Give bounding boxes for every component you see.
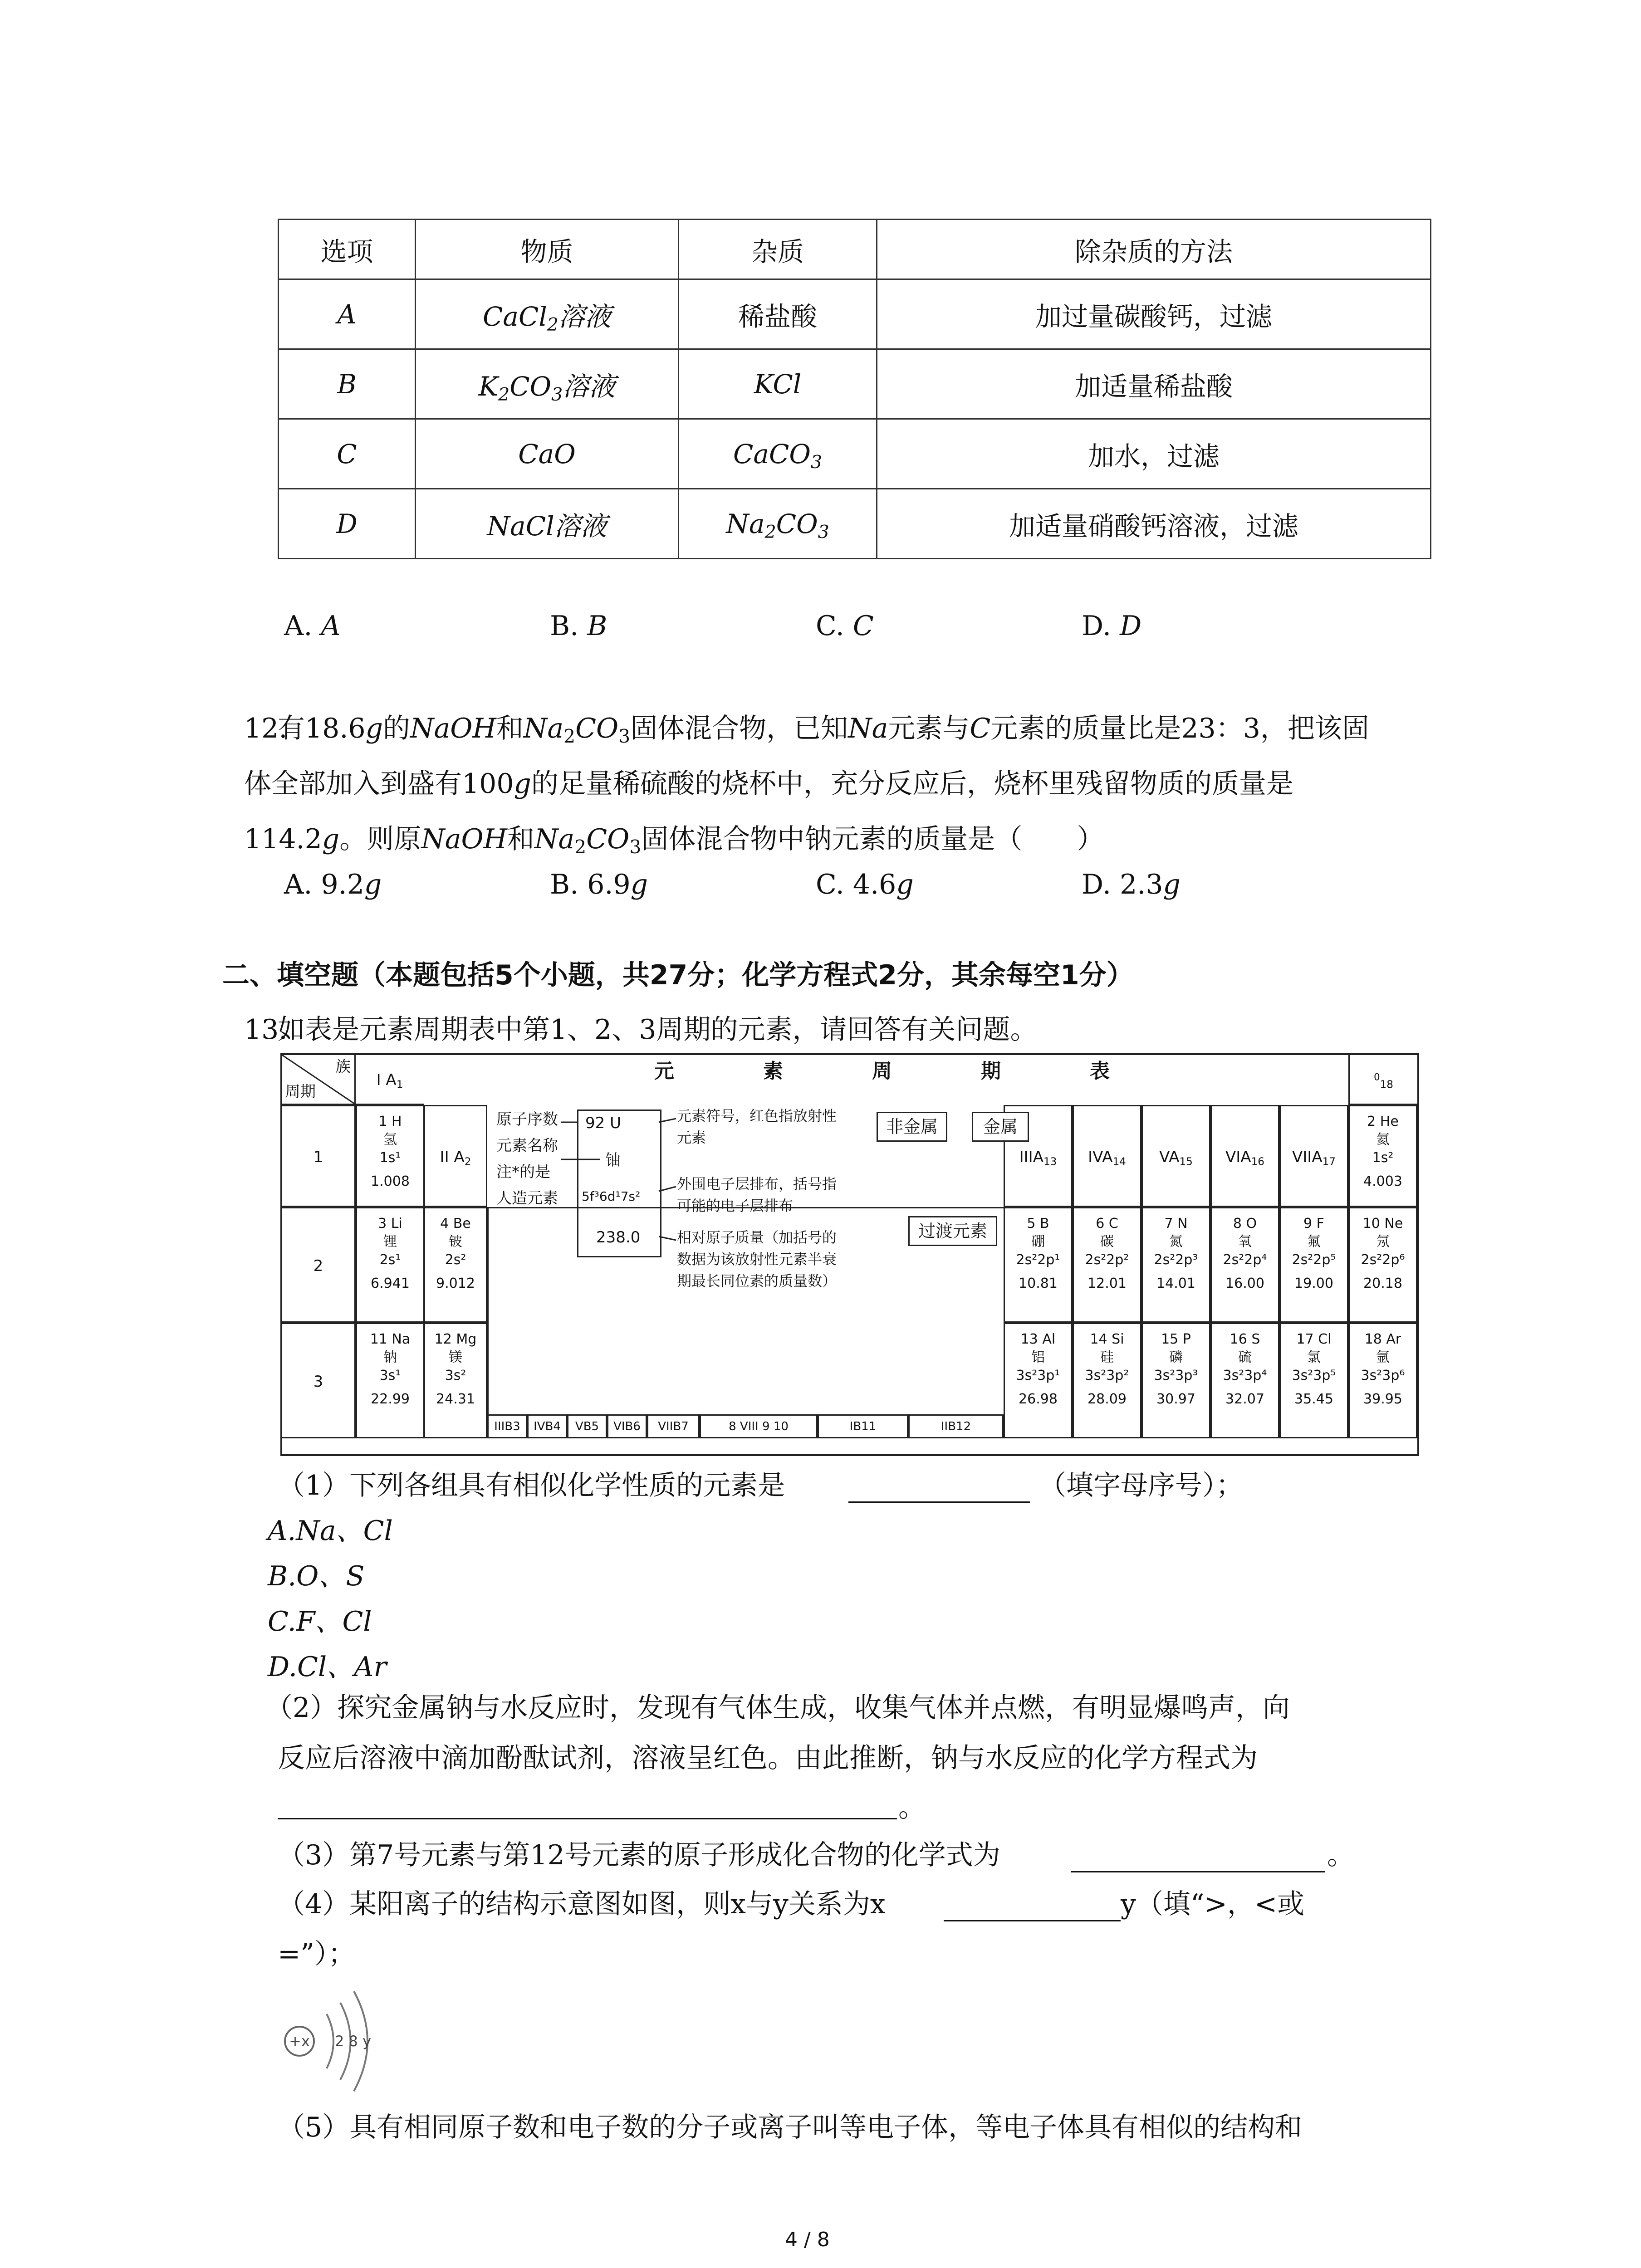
electron-config: 1s²	[1372, 1150, 1394, 1166]
legend-example-number: 92 U	[585, 1114, 621, 1132]
table-row	[279, 279, 1431, 349]
choice-value: 9.2g	[321, 869, 382, 900]
element-name: 钠	[383, 1349, 397, 1365]
q13-part2-line1: （2）探究金属钠与水反应时，发现有气体生成，收集气体并点燃，有明显爆鸣声，向	[265, 1692, 1290, 1724]
bottom-group-label: 8 VIII 9 10	[700, 1414, 818, 1438]
legend-note-config: 可能的电子层排布	[677, 1197, 794, 1214]
q11-choice[interactable]	[550, 603, 607, 649]
electron-config: 2s¹	[379, 1252, 401, 1268]
choice-label: B.	[550, 869, 579, 900]
choice-value: B	[587, 610, 607, 642]
element-symbol: 18 Ar	[1364, 1331, 1401, 1347]
element-symbol: 5 B	[1027, 1216, 1049, 1232]
choice-label: B.	[550, 610, 579, 642]
table-header-row	[279, 220, 1431, 279]
option-cell: A	[279, 279, 416, 349]
substance-cell: CaO	[416, 419, 679, 489]
electron-config: 3s²3p⁶	[1361, 1368, 1405, 1383]
legend-note-mass: 相对原子质量（加括号的	[677, 1229, 837, 1246]
element-symbol: 10 Ne	[1362, 1216, 1403, 1232]
period-label: 1	[282, 1105, 356, 1207]
element-symbol: 12 Mg	[434, 1331, 477, 1347]
q12-number: 12.	[244, 713, 288, 744]
element-symbol: 6 C	[1096, 1216, 1118, 1232]
q12-line2: 体全部加入到盛有100g的足量稀硫酸的烧杯中，充分反应后，烧杯里残留物质的质量是	[244, 768, 1293, 800]
q12-choice[interactable]	[816, 862, 914, 907]
element-cell	[356, 1323, 425, 1438]
group-header: $VIA_{16}$	[1210, 1105, 1279, 1207]
element-name: 铝	[1031, 1349, 1045, 1365]
q13-stem: 如表是元素周期表中第1、2、3周期的元素，请回答有关问题。	[278, 1014, 1038, 1046]
atomic-mass: 12.01	[1087, 1276, 1127, 1291]
nucleus-label: +x	[289, 2033, 310, 2050]
element-symbol: 17 Cl	[1296, 1331, 1332, 1347]
impurity-cell: CaCO$_3$	[679, 419, 877, 489]
period-label: 2	[282, 1207, 356, 1323]
q13-part4-tail: y（填“>，<或	[1121, 1888, 1305, 1920]
element-cell	[1348, 1323, 1417, 1438]
element-cell	[1073, 1323, 1141, 1438]
atomic-mass: 4.003	[1363, 1173, 1402, 1189]
impurity-table	[278, 219, 1431, 559]
choice-label: A.	[284, 869, 313, 900]
group-IIA-header: II $A_2$	[424, 1105, 487, 1207]
element-symbol: 3 Li	[378, 1216, 402, 1232]
impurity-cell: $Na_2CO_3$	[679, 489, 877, 559]
q13-option: B.O、S	[268, 1560, 365, 1592]
method-cell: 加水，过滤	[877, 419, 1431, 489]
element-cell	[1210, 1207, 1279, 1323]
choice-value: A	[321, 610, 341, 642]
atomic-mass: 6.941	[371, 1276, 410, 1291]
electron-config: 3s²3p²	[1085, 1368, 1129, 1383]
electron-config: 2s²2p³	[1154, 1252, 1198, 1268]
atomic-mass: 39.95	[1363, 1391, 1402, 1407]
element-symbol: 8 O	[1233, 1216, 1257, 1232]
option-cell: C	[279, 419, 416, 489]
legend-example-name: 铀	[605, 1151, 621, 1169]
element-symbol: 4 Be	[440, 1216, 471, 1232]
q12-choice[interactable]	[284, 862, 382, 907]
element-name: 硼	[1031, 1234, 1045, 1250]
atomic-mass: 14.01	[1156, 1276, 1195, 1291]
q13-part3-end: 。	[1327, 1839, 1354, 1871]
choice-value: D	[1120, 610, 1142, 642]
bottom-group-label: VB5	[567, 1414, 607, 1438]
atomic-mass: 28.09	[1087, 1391, 1127, 1407]
element-cell	[1141, 1207, 1210, 1323]
legend-note-config: 外围电子层排布，括号指	[677, 1175, 837, 1193]
bottom-group-label: IIB12	[908, 1414, 1004, 1438]
title-char: 表	[1090, 1060, 1110, 1083]
electron-config: 1s¹	[379, 1150, 401, 1166]
group-header: $IVA_{14}$	[1073, 1105, 1141, 1207]
table-header-cell: 物质	[416, 220, 679, 279]
q11-choice[interactable]	[1082, 603, 1141, 649]
element-name: 氢	[383, 1132, 397, 1148]
method-cell: 加适量稀盐酸	[877, 349, 1431, 419]
legend-left-line: 人造元素	[496, 1189, 558, 1207]
answer-blank-1[interactable]	[848, 1501, 1030, 1503]
title-char: 周	[872, 1060, 892, 1083]
table-header-cell: 选项	[279, 220, 416, 279]
element-name: 氦	[1376, 1132, 1390, 1148]
bottom-group-label: IVB4	[527, 1414, 567, 1438]
answer-blank-4[interactable]	[944, 1920, 1121, 1921]
element-name: 氩	[1376, 1349, 1390, 1365]
choice-value: 2.3g	[1120, 869, 1181, 900]
electron-config: 3s²3p¹	[1016, 1368, 1060, 1383]
q12-choice[interactable]	[1082, 862, 1181, 907]
element-name: 铍	[449, 1234, 462, 1250]
atomic-mass: 19.00	[1294, 1276, 1333, 1291]
substance-cell: NaCl溶液	[416, 489, 679, 559]
atomic-mass: 9.012	[436, 1276, 475, 1291]
element-symbol: 1 H	[378, 1114, 402, 1129]
table-row	[279, 349, 1431, 419]
atomic-mass: 32.07	[1225, 1391, 1264, 1407]
corner-period-label: 周期	[285, 1083, 316, 1101]
legend-note-symbol: 元素	[677, 1129, 706, 1146]
choice-label: C.	[816, 610, 844, 642]
element-name: 硫	[1238, 1349, 1252, 1365]
q12-line3: 114.2g。则原NaOH和$Na_2CO_3$固体混合物中钠元素的质量是（ ）	[244, 823, 1104, 858]
q13-number: 13.	[244, 1014, 288, 1046]
atomic-mass: 22.99	[371, 1391, 410, 1407]
element-symbol: 11 Na	[370, 1331, 411, 1347]
element-name: 镁	[449, 1349, 462, 1365]
q13-part2-end: 。	[898, 1792, 926, 1823]
q13-option: D.Cl、Ar	[268, 1651, 387, 1683]
electron-config: 2s²2p⁵	[1292, 1252, 1336, 1268]
q13-part5-text: （5）具有相同原子数和电子数的分子或离子叫等电子体，等电子体具有相似的结构和	[278, 2112, 1303, 2143]
electron-config: 3s²	[445, 1368, 466, 1383]
element-name: 磷	[1169, 1349, 1183, 1365]
ion-structure-diagram	[272, 1982, 390, 2100]
choice-label: C.	[816, 869, 844, 900]
electron-config: 3s²3p⁴	[1223, 1368, 1267, 1383]
electron-config: 2s²	[445, 1252, 466, 1268]
element-symbol: 16 S	[1230, 1331, 1260, 1347]
title-char: 期	[981, 1060, 1001, 1083]
table-header-cell: 除杂质的方法	[877, 220, 1431, 279]
electron-config: 3s²3p⁵	[1292, 1368, 1336, 1383]
element-cell	[1004, 1207, 1073, 1323]
legend-left-line: 注*的是	[496, 1163, 550, 1181]
element-name: 锂	[383, 1234, 397, 1250]
legend-nonmetal-box: 非金属	[877, 1112, 947, 1142]
q13-part4-line2: =”）；	[278, 1938, 355, 1970]
element-cell	[1279, 1323, 1348, 1438]
element-symbol: 7 N	[1164, 1216, 1188, 1232]
electron-config: 2s²2p⁴	[1223, 1252, 1267, 1268]
element-cell	[1279, 1207, 1348, 1323]
page-number: 4 / 8	[785, 2228, 830, 2251]
element-name: 硅	[1100, 1349, 1114, 1365]
title-char: 元	[654, 1060, 674, 1083]
legend-note-symbol: 元素符号，红色指放射性	[677, 1107, 837, 1124]
option-cell: D	[279, 489, 416, 559]
electron-config: 3s²3p³	[1154, 1368, 1198, 1383]
option-cell: B	[279, 349, 416, 419]
method-cell: 加适量硝酸钙溶液，过滤	[877, 489, 1431, 559]
choice-value: C	[852, 610, 874, 642]
period-label: 3	[282, 1323, 356, 1438]
q13-part1-text: （1）下列各组具有相似化学性质的元素是	[278, 1470, 785, 1501]
transition-area-frame	[487, 1207, 1004, 1414]
element-name: 氮	[1169, 1234, 1183, 1250]
shell-arc-1	[327, 2014, 333, 2068]
group-header: $VA_{15}$	[1141, 1105, 1210, 1207]
q11-choice[interactable]	[284, 603, 341, 649]
element-cell	[424, 1323, 487, 1438]
impurity-cell: KCl	[679, 349, 877, 419]
atomic-mass: 16.00	[1225, 1276, 1264, 1291]
q13-option: C.F、Cl	[268, 1606, 372, 1637]
q12-choice[interactable]	[550, 862, 648, 907]
substance-cell: CaCl$_2$溶液	[416, 279, 679, 349]
legend-example-mass: 238.0	[596, 1228, 641, 1246]
element-cell	[1004, 1323, 1073, 1438]
element-cell	[1210, 1323, 1279, 1438]
q11-choice[interactable]	[816, 603, 874, 649]
legend-note-mass: 期最长同位素的质量数）	[677, 1272, 837, 1290]
legend-metal-box: 金属	[972, 1112, 1029, 1142]
table-header-cell: 杂质	[679, 220, 877, 279]
atomic-mass: 20.18	[1363, 1276, 1402, 1291]
bottom-group-label: VIIB7	[647, 1414, 700, 1438]
substance-cell: $K_2CO_3$溶液	[416, 349, 679, 419]
element-name: 氯	[1307, 1349, 1321, 1365]
choice-label: D.	[1082, 869, 1112, 900]
legend-note-mass: 数据为该放射性元素半衰	[677, 1251, 837, 1268]
choice-value: 6.9g	[587, 869, 648, 900]
answer-blank-3[interactable]	[1071, 1871, 1325, 1872]
legend-example-config: 5f³6d¹7s²	[582, 1189, 641, 1204]
q13-part3-text: （3）第7号元素与第12号元素的原子形成化合物的化学式为	[278, 1839, 1000, 1871]
q13-option: A.Na、Cl	[268, 1515, 393, 1547]
element-cell	[1348, 1105, 1417, 1207]
shell-electron-labels: 2 8 y	[335, 2033, 371, 2050]
choice-label: D.	[1082, 610, 1112, 642]
atomic-mass: 35.45	[1294, 1391, 1333, 1407]
method-cell: 加过量碳酸钙，过滤	[877, 279, 1431, 349]
element-cell	[1073, 1207, 1141, 1323]
choice-label: A.	[284, 610, 313, 642]
answer-blank-2[interactable]	[278, 1818, 897, 1819]
bottom-group-label: VIB6	[607, 1414, 647, 1438]
element-name: 碳	[1100, 1234, 1114, 1250]
q12-line1: 有18.6g的NaOH和$Na_2CO_3$固体混合物，已知Na元素与C元素的质量比是23：3，把该固	[278, 713, 1369, 748]
q13-part2-line2: 反应后溶液中滴加酚酞试剂，溶液呈红色。由此推断，钠与水反应的化学方程式为	[278, 1742, 1258, 1774]
atomic-mass: 1.008	[371, 1173, 410, 1189]
choice-value: 4.6g	[852, 869, 914, 900]
group-IA-header: I $A_1$	[356, 1055, 424, 1105]
group-header: $VIIA_{17}$	[1279, 1105, 1348, 1207]
element-symbol: 9 F	[1303, 1216, 1324, 1232]
electron-config: 2s²2p⁶	[1361, 1252, 1405, 1268]
q13-part1-tail: （填字母序号）；	[1039, 1470, 1243, 1501]
element-symbol: 13 Al	[1020, 1331, 1056, 1347]
bottom-group-label: IIIB3	[487, 1414, 527, 1438]
atomic-mass: 24.31	[436, 1391, 475, 1407]
element-name: 氧	[1238, 1234, 1252, 1250]
q13-part4-text: （4）某阳离子的结构示意图如图，则x与y关系为x	[278, 1888, 886, 1920]
element-symbol: 2 He	[1367, 1114, 1399, 1129]
element-cell	[1141, 1323, 1210, 1438]
electron-config: 2s²2p¹	[1016, 1252, 1060, 1268]
table-row	[279, 489, 1431, 559]
impurity-cell: 稀盐酸	[679, 279, 877, 349]
section-title: 二、填空题（本题包括5个小题，共27分；化学方程式2分，其余每空1分）	[222, 959, 1134, 991]
element-symbol: 15 P	[1161, 1331, 1191, 1347]
element-name: 氖	[1376, 1234, 1390, 1250]
bottom-group-label: IB11	[818, 1414, 908, 1438]
periodic-table	[280, 1053, 1419, 1456]
legend-transition-box: 过渡元素	[908, 1216, 997, 1246]
title-char: 素	[763, 1060, 783, 1083]
element-cell	[1348, 1207, 1417, 1323]
atomic-mass: 10.81	[1019, 1276, 1058, 1291]
group-0-header: $^0_{18}$	[1348, 1055, 1417, 1105]
legend-left-line: 元素名称	[496, 1137, 558, 1155]
electron-config: 2s²2p²	[1085, 1252, 1129, 1268]
corner-group-label: 族	[335, 1058, 351, 1076]
element-name: 氟	[1307, 1234, 1321, 1250]
table-row	[279, 419, 1431, 489]
group-header: $IIIA_{13}$	[1004, 1105, 1073, 1207]
element-symbol: 14 Si	[1090, 1331, 1124, 1347]
electron-config: 3s¹	[379, 1368, 401, 1383]
atomic-mass: 26.98	[1019, 1391, 1058, 1407]
atomic-mass: 30.97	[1156, 1391, 1195, 1407]
legend-left-line: 原子序数	[496, 1110, 558, 1129]
